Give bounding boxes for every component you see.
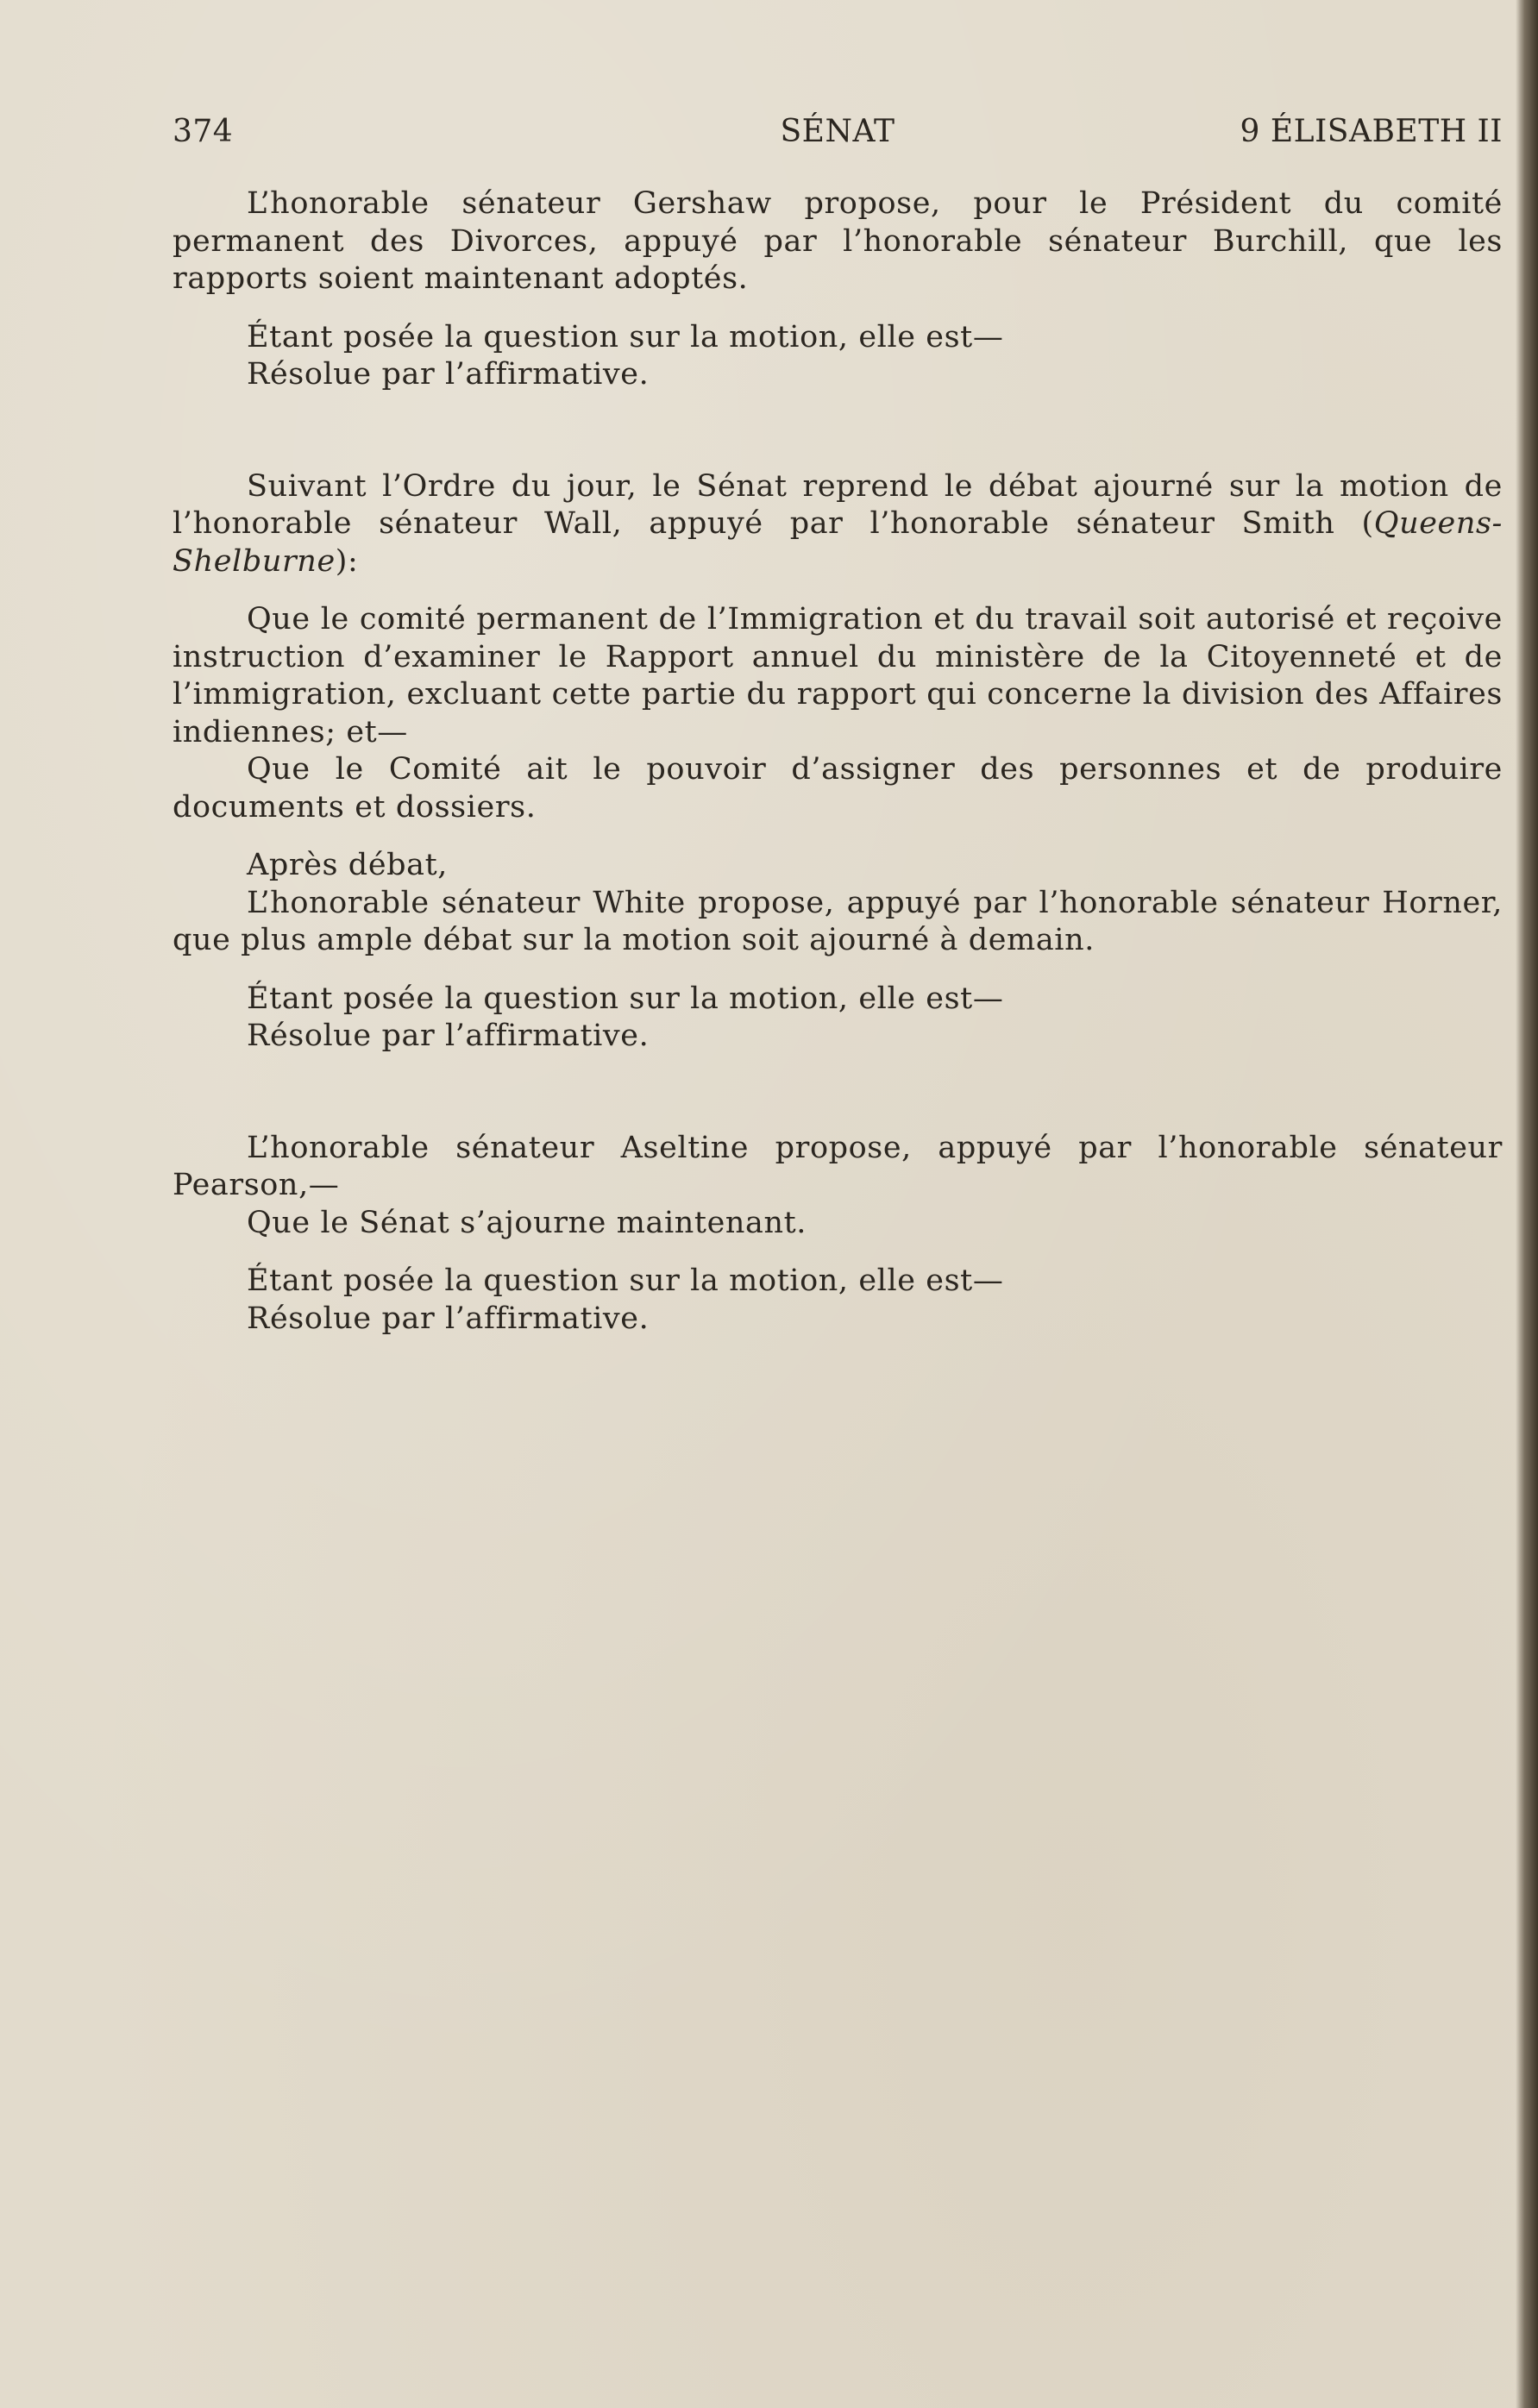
question-put-line: Étant posée la question sur la motion, elle est— — [247, 1264, 1004, 1298]
order-of-day-italic: Queens-Shelburne — [173, 506, 1503, 579]
question-put-line: Étant posée la question sur la motion, elle est— — [247, 981, 1004, 1016]
order-of-day-end: ): — [335, 543, 359, 579]
paragraph-committee-instruction: Que le comité permanent de l’Immigration et du travail soit autorisé et reçoive instruction d’examiner le Rapport annuel du ministère de la Citoyenneté et de l’immigration, excluant cette partie du rapport qui concerne la division des Affaires indiennes; et— — [173, 602, 1503, 749]
after-debate-line: Après débat, — [247, 848, 448, 882]
running-header — [173, 114, 1503, 157]
paragraph-committee-power: Que le Comité ait le pouvoir d’assigner des personnes et de produire documents et dossiers. — [173, 752, 1503, 825]
order-of-day-text: Suivant l’Ordre du jour, le Sénat reprend le débat ajourné sur la motion de l’honorable sénateur Wall, appuyé par l’honorable sénateur Smith ( — [173, 468, 1503, 541]
page-edge-shadow — [1516, 0, 1538, 2408]
paragraph-aseltine-motion: L’honorable sénateur Aseltine propose, appuyé par l’honorable sénateur Pearson,— — [173, 1130, 1503, 1202]
paragraph-white-motion: L’honorable sénateur White propose, appuyé par l’honorable sénateur Horner, que plus ample débat sur la motion soit ajourné à demain. — [173, 885, 1503, 957]
body-text — [173, 185, 1503, 1338]
resolved-line: Résolue par l’affirmative. — [247, 357, 650, 392]
paragraph-gershaw-motion: L’honorable sénateur Gershaw propose, pour le Président du comité permanent des Divorces, appuyé par l’honorable sénateur Burchill, que les rapports soient maintenant adoptés. — [173, 186, 1503, 296]
paragraph-order-of-day — [173, 468, 1503, 581]
header-regnal-year: 9 ÉLISABETH II — [1240, 114, 1503, 149]
page-number: 374 — [173, 114, 234, 149]
resolved-line: Résolue par l’affirmative. — [247, 1301, 650, 1336]
header-title: SÉNAT — [780, 114, 895, 149]
resolved-line: Résolue par l’affirmative. — [247, 1019, 650, 1053]
question-put-line: Étant posée la question sur la motion, elle est— — [247, 319, 1004, 354]
adjourn-line: Que le Sénat s’ajourne maintenant. — [247, 1205, 807, 1240]
